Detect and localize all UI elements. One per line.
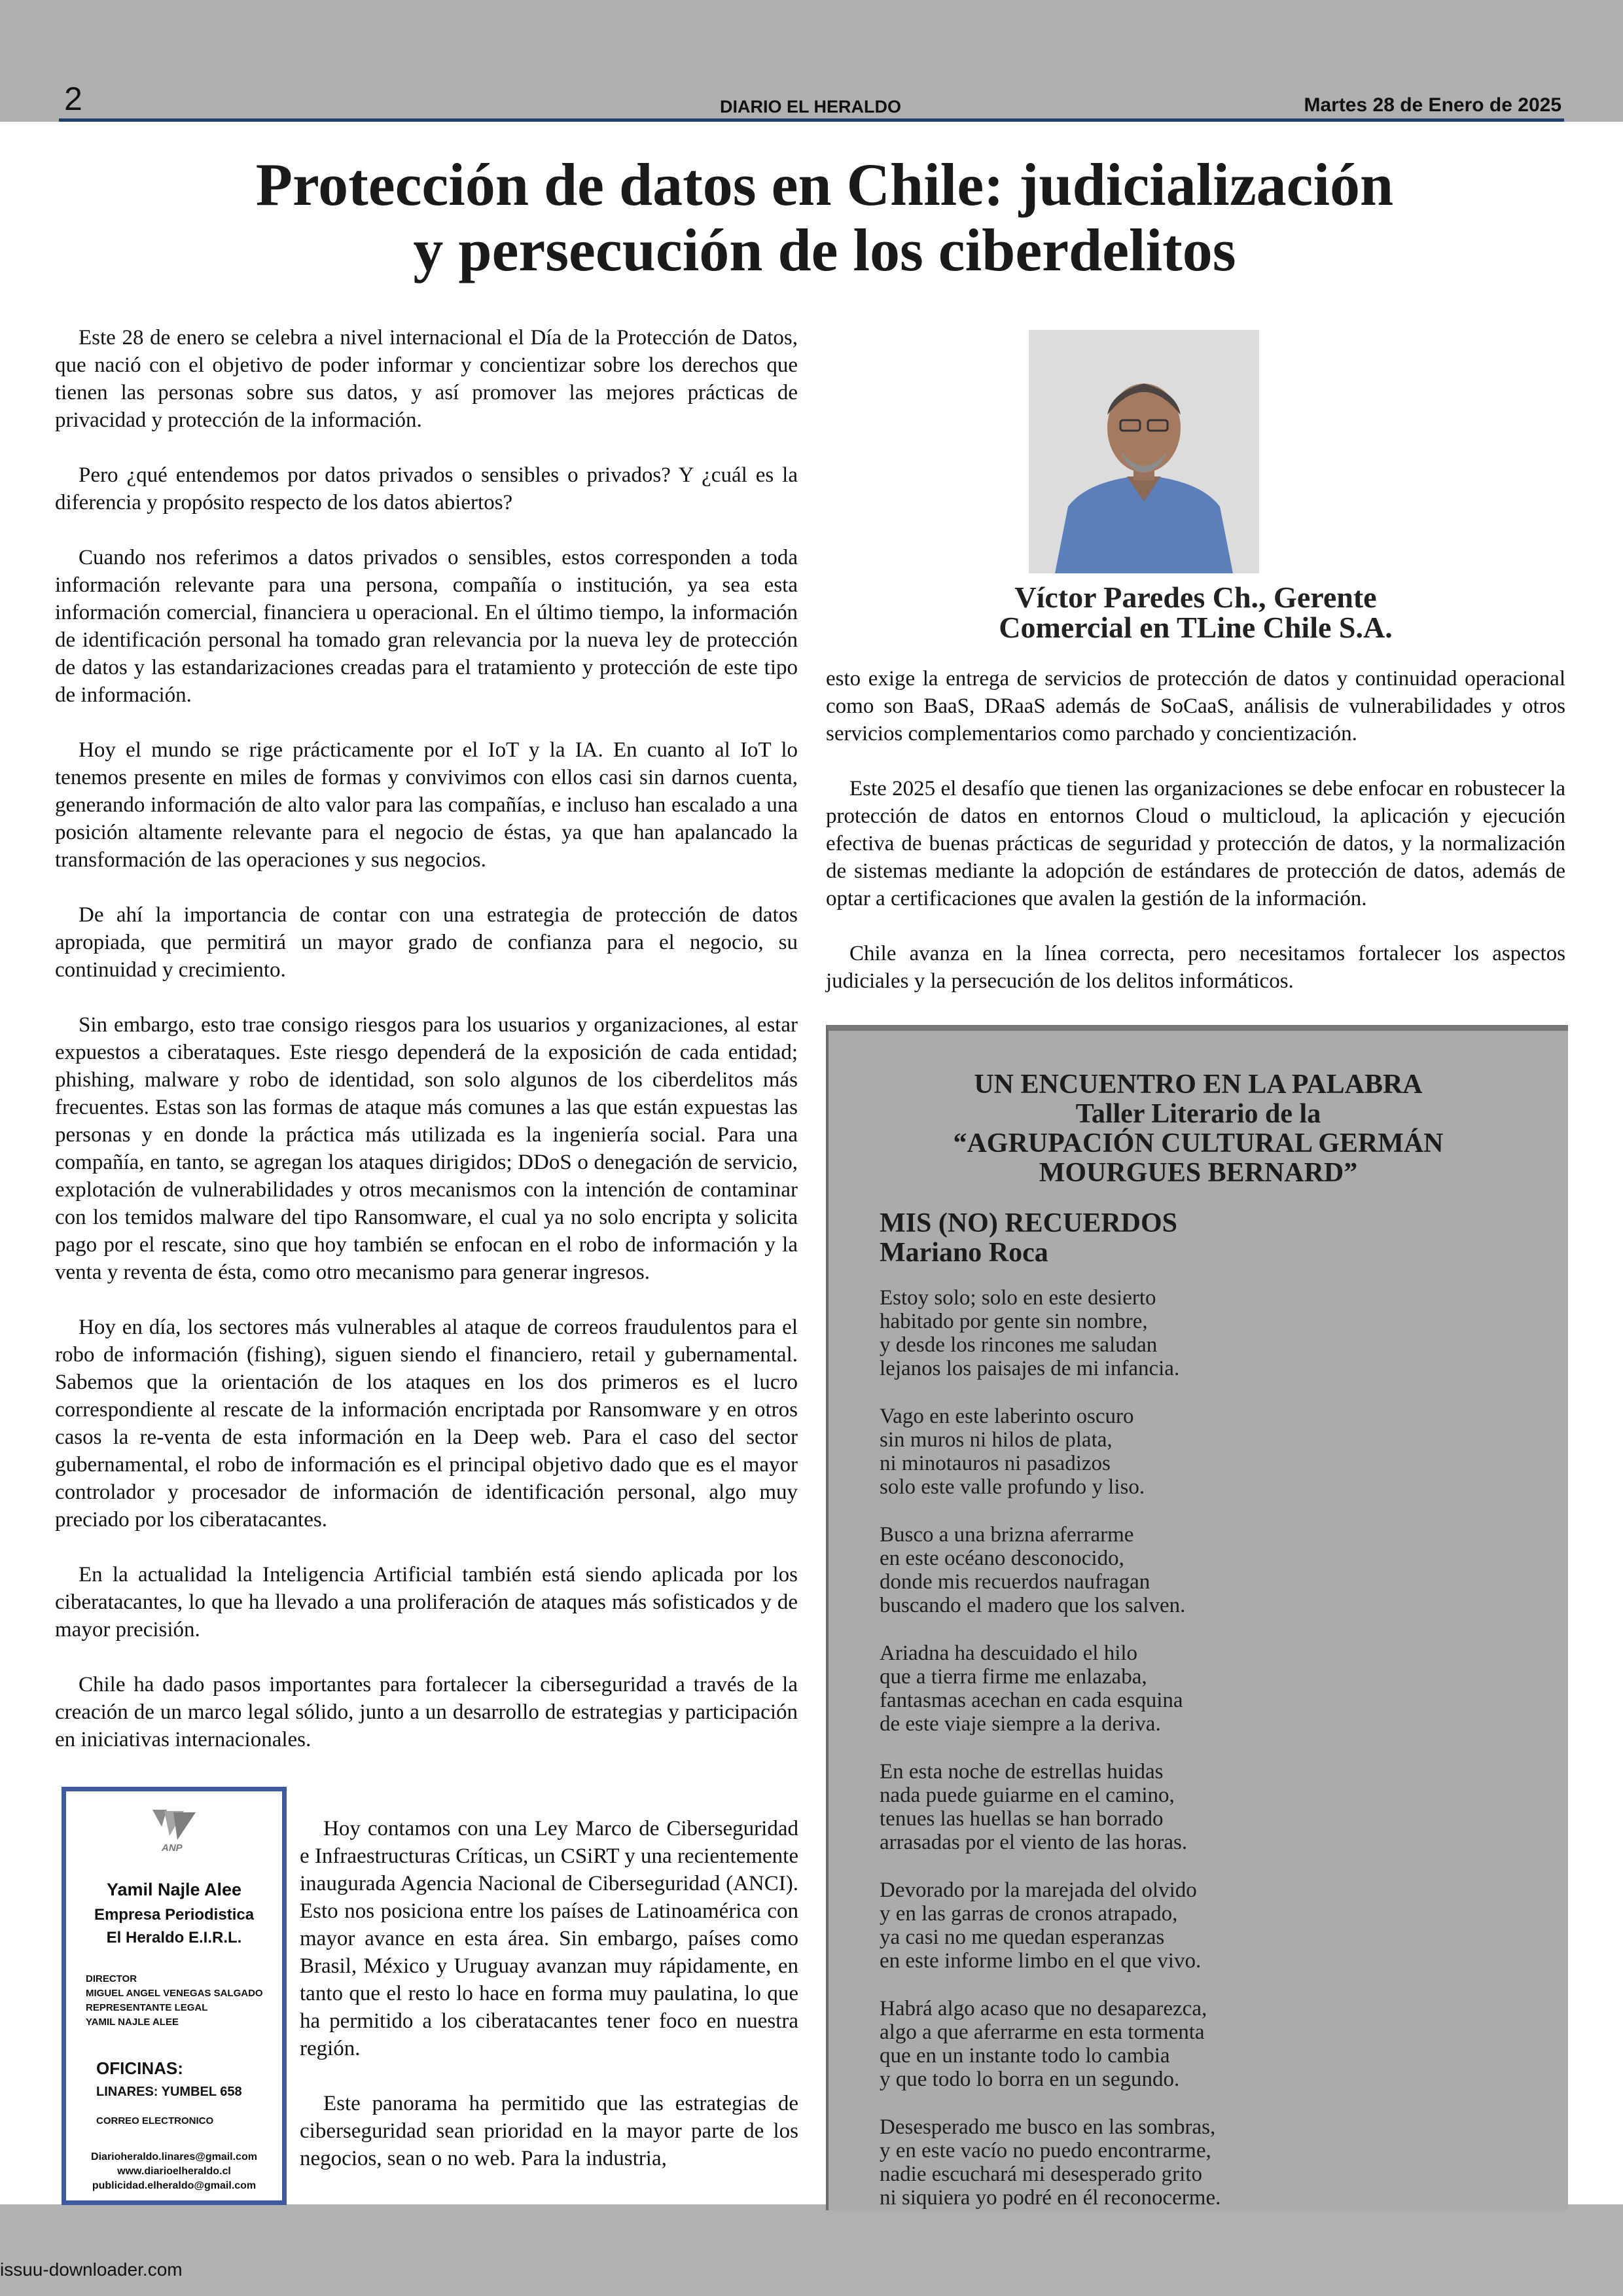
literary-box-title: [829, 1070, 1568, 1188]
poem-verse: sin muros ni hilos de plata,: [880, 1428, 1113, 1452]
article-right-column: [826, 665, 1565, 995]
poem-author: Mariano Roca: [880, 1238, 1048, 1268]
anp-logo: [145, 1804, 204, 1857]
office-address: LINARES: YUMBEL 658: [96, 2085, 242, 2099]
poem-verse: Busco a una brizna aferrarme: [880, 1523, 1134, 1547]
article-paragraph: Sin embargo, esto trae consigo riesgos para los usuarios y organizaciones, al estar expuestos a ciberataques. Este riesgo dependerá de la exposición de cada entidad; phishing, malware y robo de identidad, son solo algunos de los ciberdelitos más frecuentes. Estas son las formas de ataque más comunes a las que están expuestas las personas y en donde la práctica más utilizada es la ingeniería social. Para una compañía, en tanto, se agregan los ataques dirigidos; DDoS o denegación de servicio, explotación de vulnerabilidades y otros mecanismos con la intención de contaminar con los temidos malware del tipo Ransomware, el cual ya no solo encripta y solicita pago por el rescate, sino que hoy también se enfocan en el robo de información y la venta y reventa de ésta, como otro mecanismo para generar ingresos.: [55, 1013, 798, 1284]
poem-body: [880, 1286, 1534, 2234]
poem-verse: ni minotauros ni pasadizos: [880, 1452, 1111, 1475]
poem-verse: que a tierra firme me enlazaba,: [880, 1665, 1147, 1689]
literary-title-line: MOURGUES BERNARD”: [1039, 1158, 1358, 1188]
article-headline: [92, 152, 1558, 283]
poem-verse: Desesperado me busco en las sombras,: [880, 2115, 1216, 2139]
poem-stanza: [880, 1286, 1534, 1380]
poem-verse: En esta noche de estrellas huidas: [880, 1760, 1164, 1784]
advertising-email-link[interactable]: publicidad.elheraldo@gmail.com: [92, 2180, 257, 2191]
article-paragraph: Hoy contamos con una Ley Marco de Ciberseguridad e Infraestructuras Críticas, un CSiRT y una recientemente inaugurada Agencia Nacional de Ciberseguridad (ANCI). Esto nos posiciona entre los países de Latinoamérica con mayor avance en esta área. Sin embargo, países como Brasil, México y Uruguay avanzan muy rápidamente, en tanto que el resto lo hace en forma muy paulatina, lo que ha permitido a los ciberatacantes tener foco en nuestra región.: [300, 1817, 798, 2060]
page-number: 2: [64, 81, 82, 117]
email-label: CORREO ELECTRONICO: [96, 2115, 214, 2126]
poem-verse: Vago en este laberinto oscuro: [880, 1405, 1134, 1428]
poem-verse: que en un instante todo lo cambia: [880, 2044, 1170, 2068]
article-paragraph: Chile avanza en la línea correcta, pero necesitamos fortalecer los aspectos judiciales y la persecución de los delitos informáticos.: [826, 942, 1565, 993]
website-link[interactable]: www.diarioelheraldo.cl: [117, 2166, 231, 2177]
author-photo: [1029, 330, 1259, 573]
masthead-box: [62, 1787, 287, 2205]
article-paragraph: Hoy el mundo se rige prácticamente por el IoT y la IA. En cuanto al IoT lo tenemos presente en miles de formas y convivimos con ellos casi sin darnos cuenta, generando información de alto valor para las compañías, e incluso han escalado a una posición altamente relevante para el negocio de éstas, ya que han apalancado la transformación de las operaciones y sus negocios.: [55, 738, 798, 872]
anp-logo-text: ANP: [162, 1842, 183, 1854]
masthead-company-name: El Heraldo E.I.R.L.: [106, 1929, 242, 1946]
poem-verse: en este océano desconocido,: [880, 1547, 1124, 1570]
article-paragraph: Hoy en día, los sectores más vulnerables al ataque de correos fraudulentos para el robo de información (fishing), siguen siendo el financiero, retail y gubernamental. Sabemos que la orientación de los ataques en los dos primeros es el lucro correspondiente al rescate de la información encriptada por Ransomware y en otros casos la re-venta de esta información en la Deep web. Para el caso del sector gubernamental, el robo de información es el principal objetivo dado que es el mayor controlador y procesador de información de identificación personal, algo muy preciado por los ciberatacantes.: [55, 1316, 798, 1532]
article-lower-column: [300, 1815, 798, 2200]
poem-stanza: [880, 1760, 1534, 1854]
poem-header: [880, 1209, 1177, 1268]
literary-title-line: Taller Literario de la: [1075, 1099, 1321, 1129]
poem-verse: y que todo lo borra en un segundo.: [880, 2068, 1180, 2091]
poem-stanza: [880, 1997, 1534, 2091]
article-paragraph: De ahí la importancia de contar con una estrategia de protección de datos apropiada, que permitirá un mayor grado de confianza para el negocio, su continuidad y crecimiento.: [55, 903, 798, 982]
literary-title-line: UN ENCUENTRO EN LA PALABRA: [974, 1069, 1423, 1100]
newspaper-name: DIARIO EL HERALDO: [720, 97, 902, 117]
email-link[interactable]: Diarioheraldo.linares@gmail.com: [91, 2151, 257, 2162]
poem-stanza: [880, 1405, 1534, 1499]
director-name: MIGUEL ANGEL VENEGAS SALGADO: [86, 1988, 263, 1999]
poem-title: MIS (NO) RECUERDOS: [880, 1208, 1178, 1238]
photo-caption: [826, 583, 1565, 643]
poem-stanza: [880, 1641, 1534, 1736]
poem-stanza: [880, 1878, 1534, 1973]
article-paragraph: esto exige la entrega de servicios de protección de datos y continuidad operacional como son BaaS, DRaaS además de SoCaaS, análisis de vulnerabilidades y otros servicios complementarios como parchado y concientización.: [826, 667, 1565, 745]
article-paragraph: Este 28 de enero se celebra a nivel internacional el Día de la Protección de Datos, que nació con el objetivo de poder informar y concientizar sobre los derechos que tienen las personas sobre sus datos, y así promover las mejores prácticas de privacidad y protección de la información.: [55, 326, 798, 432]
poem-verse: algo a que aferrarme en esta tormenta: [880, 2020, 1205, 2044]
literary-title-line: “AGRUPACIÓN CULTURAL GERMÁN: [953, 1128, 1444, 1158]
poem-verse: ya casi no me quedan esperanzas: [880, 1926, 1165, 1949]
poem-verse: Devorado por la marejada del olvido: [880, 1878, 1197, 1902]
article-paragraph: Cuando nos referimos a datos privados o sensibles, estos corresponden a toda información relevante para una persona, compañía o institución, ya sea esta información comercial, financiera u operacional. En el último tiempo, la información de identificación personal ha tomado gran relevancia por la nueva ley de protección de datos y las estandarizaciones creadas para el tratamiento y protección de este tipo de información.: [55, 546, 798, 707]
header-rule: [59, 118, 1564, 122]
poem-verse: Habrá algo acaso que no desaparezca,: [880, 1997, 1207, 2020]
poem-verse: nada puede guiarme en el camino,: [880, 1784, 1175, 1807]
director-label: DIRECTOR: [86, 1973, 137, 1984]
headline-line-1: Protección de datos en Chile: judicialización: [255, 151, 1394, 218]
poem-verse: y desde los rincones me saludan: [880, 1333, 1158, 1357]
issue-date: Martes 28 de Enero de 2025: [1304, 94, 1561, 116]
article-paragraph: Pero ¿qué entendemos por datos privados o sensibles o privados? Y ¿cuál es la diferencia y propósito respecto de los datos abiertos?: [55, 463, 798, 514]
masthead-owner: Yamil Najle Alee: [106, 1880, 242, 1899]
poem-verse: solo este valle profundo y liso.: [880, 1475, 1145, 1499]
masthead-company: Empresa Periodistica: [94, 1906, 255, 1924]
article-paragraph: Este 2025 el desafío que tienen las organizaciones se debe enfocar en robustecer la protección de datos en entornos Cloud o multicloud, la aplicación y ejecución efectiva de buenas prácticas de seguridad y protección de datos, y la normalización de sistemas mediante la adopción de estándares de protección de datos, además de optar a certificaciones que avalen la gestión de la información.: [826, 777, 1565, 910]
offices-label: OFICINAS:: [96, 2058, 183, 2078]
article-paragraph: Chile ha dado pasos importantes para fortalecer la ciberseguridad a través de la creación de un marco legal sólido, junto a un desarrollo de estrategias y participación en iniciativas internacionales.: [55, 1673, 798, 1751]
poem-verse: de este viaje siempre a la deriva.: [880, 1712, 1161, 1736]
literary-box: [826, 1025, 1568, 2210]
legal-representative-label: REPRESENTANTE LEGAL: [86, 2002, 208, 2013]
article-paragraph: En la actualidad la Inteligencia Artificial también está siendo aplicada por los ciberatacantes, lo que ha llevado a una proliferación de ataques más sofisticados y de mayor precisión.: [55, 1563, 798, 1641]
headline-line-2: y persecución de los ciberdelitos: [413, 217, 1236, 283]
poem-stanza: [880, 1523, 1534, 1617]
article-paragraph: Este panorama ha permitido que las estrategias de ciberseguridad sean prioridad en la mayor parte de los negocios, sean o no web. Para la industria,: [300, 2092, 798, 2170]
poem-verse: tenues las huellas se han borrado: [880, 1807, 1164, 1831]
poem-verse: donde mis recuerdos naufragan: [880, 1570, 1150, 1594]
poem-verse: y en este vacío no puedo encontrarme,: [880, 2139, 1211, 2162]
poem-verse: buscando el madero que los salven.: [880, 1594, 1186, 1617]
poem-verse: fantasmas acechan en cada esquina: [880, 1689, 1183, 1712]
article-left-column: [55, 324, 798, 1753]
poem-verse: nadie escuchará mi desesperado grito: [880, 2162, 1202, 2186]
poem-verse: en este informe limbo en el que vivo.: [880, 1949, 1202, 1973]
legal-representative-name: YAMIL NAJLE ALEE: [86, 2017, 179, 2028]
caption-line-1: Víctor Paredes Ch., Gerente: [1014, 581, 1377, 614]
caption-line-2: Comercial en TLine Chile S.A.: [999, 611, 1393, 644]
poem-verse: Ariadna ha descuidado el hilo: [880, 1641, 1138, 1665]
poem-stanza: [880, 2115, 1534, 2210]
poem-verse: arrasadas por el viento de las horas.: [880, 1831, 1188, 1854]
poem-verse: habitado por gente sin nombre,: [880, 1310, 1148, 1333]
poem-verse: lejanos los paisajes de mi infancia.: [880, 1357, 1180, 1380]
poem-verse: y en las garras de cronos atrapado,: [880, 1902, 1178, 1926]
poem-verse: ni siquiera yo podré en él reconocerme.: [880, 2186, 1221, 2210]
watermark: issuu-downloader.com: [0, 2259, 183, 2280]
poem-verse: Estoy solo; solo en este desierto: [880, 1286, 1156, 1310]
